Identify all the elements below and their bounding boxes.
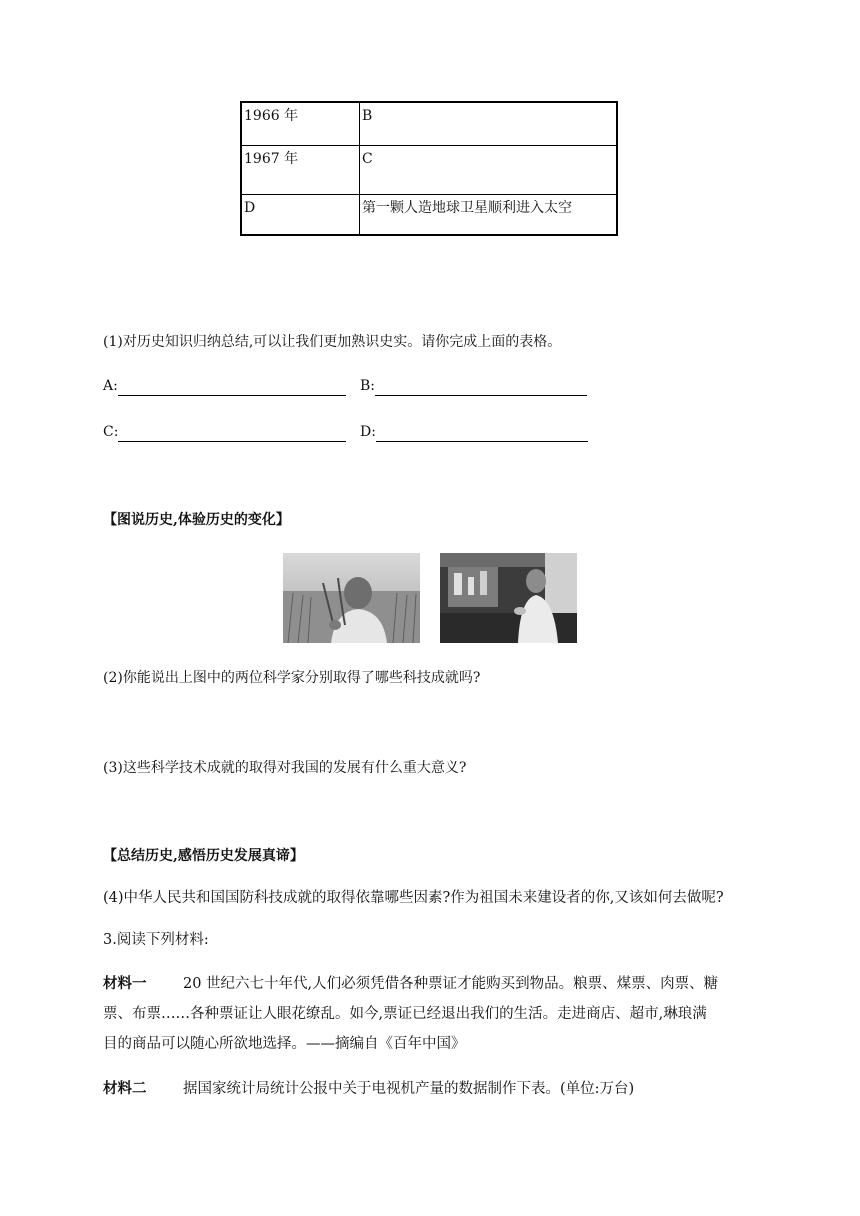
answer-c-label: C: — [103, 424, 119, 440]
lab-scientist-image — [440, 553, 577, 643]
section-heading-picture: 【图说历史,体验历史的变化】 — [103, 512, 290, 528]
material-1-label: 材料一 — [103, 975, 147, 992]
answer-d-blank[interactable] — [376, 425, 588, 442]
material-1-line-3: 目的商品可以随心所欲地选择。——摘编自《百年中国》 — [103, 1036, 466, 1052]
question-2: (2)你能说出上图中的两位科学家分别取得了哪些科技成就吗? — [103, 670, 481, 686]
answer-b-label: B: — [360, 378, 376, 394]
table-cell-year: 1967 年 — [241, 145, 360, 194]
material-2 — [103, 1074, 634, 1104]
answer-a-label: A: — [103, 378, 118, 394]
answer-d-row — [360, 422, 588, 442]
table-row — [241, 194, 617, 235]
material-2-label: 材料二 — [103, 1080, 147, 1097]
table-cell-event: B — [360, 102, 618, 145]
timeline-table — [240, 101, 618, 236]
table-row — [241, 145, 617, 194]
table-cell-event: 第一颗人造地球卫星顺利进入太空 — [360, 194, 618, 235]
reading-question-title: 3.阅读下列材料: — [103, 932, 209, 948]
section-heading-summary: 【总结历史,感悟历史发展真谛】 — [103, 848, 304, 864]
material-1 — [103, 969, 763, 1059]
rice-field-scientist-image — [283, 553, 420, 643]
scientist-photo-2 — [440, 553, 577, 643]
question-1: (1)对历史知识归纳总结,可以让我们更加熟识史实。请你完成上面的表格。 — [103, 334, 562, 350]
answer-a-row — [103, 376, 346, 396]
answer-d-label: D: — [360, 424, 376, 440]
answer-c-row — [103, 422, 346, 442]
table-row — [241, 102, 617, 145]
question-4: (4)中华人民共和国国防科技成就的取得依靠哪些因素?作为祖国未来建设者的你,又该如何去做呢? — [103, 890, 724, 906]
answer-b-blank[interactable] — [375, 379, 587, 396]
material-1-line-1 — [103, 969, 763, 999]
material-1-line-2: 票、布票……各种票证让人眼花缭乱。如今,票证已经退出我们的生活。走进商店、超市,琳琅满 — [103, 1006, 707, 1022]
scientist-photo-1 — [283, 553, 420, 643]
answer-c-blank[interactable] — [118, 425, 346, 442]
table-cell-year: D — [241, 194, 360, 235]
material-2-text: 据国家统计局统计公报中关于电视机产量的数据制作下表。(单位:万台) — [183, 1081, 635, 1097]
table-cell-year: 1966 年 — [241, 102, 360, 145]
answer-b-row — [360, 376, 587, 396]
material-1-text-1: 20 世纪六七十年代,人们必须凭借各种票证才能购买到物品。粮票、煤票、肉票、糖 — [183, 976, 719, 992]
question-3: (3)这些科学技术成就的取得对我国的发展有什么重大意义? — [103, 760, 467, 776]
table-cell-event: C — [360, 145, 618, 194]
answer-a-blank[interactable] — [118, 379, 346, 396]
